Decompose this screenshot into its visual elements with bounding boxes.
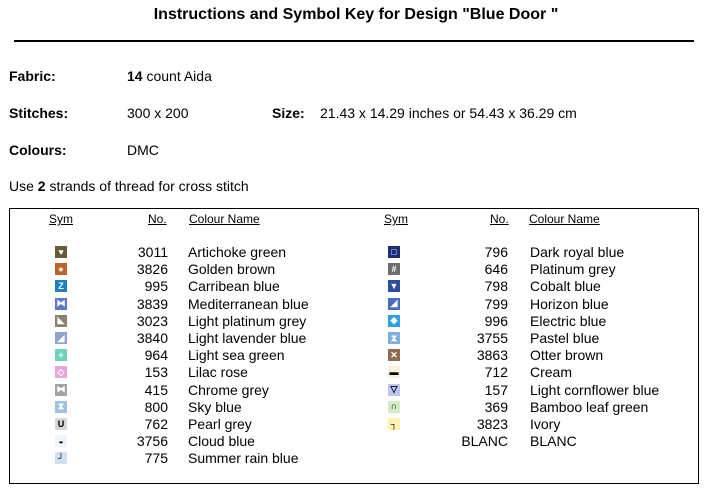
circle-icon: ●	[55, 263, 67, 275]
strands-note	[9, 178, 249, 194]
colour-name: Cobalt blue	[530, 278, 601, 295]
hash-icon: #	[388, 263, 400, 275]
fabric-type: count Aida	[146, 68, 212, 84]
table-row	[10, 450, 698, 467]
table-row	[10, 261, 698, 278]
table-row	[10, 330, 698, 347]
colour-name: Cloud blue	[188, 433, 255, 450]
stitches-value: 300 x 200	[127, 105, 189, 121]
heart-icon: ♥	[55, 246, 67, 258]
colour-number: 3823	[476, 416, 508, 432]
colour-name: Carribean blue	[188, 278, 280, 295]
triangle-icon: ◢	[55, 332, 67, 344]
hourglass-icon: ⧗	[388, 332, 400, 344]
colour-number: 157	[484, 381, 508, 398]
note-strands: 2	[37, 178, 46, 194]
colour-name: Light cornflower blue	[530, 381, 660, 398]
arch-icon: ∩	[388, 401, 400, 413]
colour-number: 153	[144, 364, 168, 381]
table-row	[10, 364, 698, 381]
table-row	[10, 347, 698, 364]
half-circle-icon: ◒	[55, 435, 67, 447]
corner-icon: ┘	[55, 452, 67, 464]
colour-name: Cream	[530, 364, 573, 381]
page-title: Instructions and Symbol Key for Design "Blue Door "	[153, 6, 559, 23]
colour-name: Electric blue	[530, 312, 607, 329]
colour-name: Platinum grey	[530, 261, 616, 278]
colour-number: 964	[144, 347, 168, 364]
no-header-right: No.	[490, 212, 509, 226]
colour-name: Artichoke green	[188, 244, 287, 260]
colour-name: Mediterranean blue	[188, 295, 309, 312]
colour-number: 3826	[136, 261, 168, 278]
u-icon: U	[55, 418, 67, 430]
colour-number: 369	[484, 398, 508, 415]
colour-number: 799	[484, 295, 508, 312]
colour-name: Light platinum grey	[188, 312, 307, 329]
colour-number: 3863	[476, 347, 508, 364]
colour-name: Dark royal blue	[530, 244, 625, 260]
colour-number: 796	[484, 244, 508, 260]
colour-name: Otter brown	[530, 347, 604, 364]
colour-name: Sky blue	[188, 398, 242, 415]
colour-number: 3755	[476, 330, 508, 346]
colour-name: Golden brown	[188, 261, 276, 278]
colour-name: Ivory	[530, 416, 561, 432]
plus-icon: +	[55, 349, 67, 361]
fabric-value	[127, 68, 212, 84]
bowtie-icon: ⧓	[56, 298, 66, 309]
note-post: strands of thread for cross stitch	[45, 178, 249, 194]
fabric-label: Fabric:	[9, 68, 56, 84]
hourglass-icon: ⧗	[55, 401, 67, 413]
triangle-down-icon: ▽	[388, 384, 400, 396]
note-pre: Use	[9, 178, 38, 194]
colour-name: Summer rain blue	[188, 450, 299, 467]
colour-name: Pearl grey	[188, 416, 252, 432]
colour-name: Pastel blue	[530, 330, 600, 346]
colour-name: Lilac rose	[188, 364, 248, 381]
colour-number: 996	[484, 312, 508, 329]
bowtie-icon: ⧓	[56, 384, 66, 395]
table-row	[10, 416, 698, 433]
table-row	[10, 278, 698, 295]
diamond-icon: ◆	[388, 315, 400, 327]
sym-header-left: Sym	[49, 212, 73, 226]
colour-number: 3023	[136, 312, 168, 329]
colour-number: 3840	[136, 330, 168, 346]
fabric-count: 14	[127, 68, 143, 84]
colour-number: 762	[144, 416, 168, 432]
table-row	[10, 433, 698, 450]
colour-name: Light sea green	[188, 347, 285, 364]
table-row	[10, 296, 698, 313]
table-row	[10, 382, 698, 399]
bar-icon: ▬	[389, 366, 399, 377]
triangle-down-icon: ▼	[389, 280, 399, 291]
name-header-right: Colour Name	[529, 212, 600, 226]
colour-number: 798	[484, 278, 508, 295]
colours-label: Colours:	[9, 142, 67, 158]
no-header-left: No.	[148, 212, 167, 226]
triangle-icon: ◣	[55, 315, 67, 327]
colour-name: Bamboo leaf green	[530, 398, 649, 415]
symbol-key-table	[9, 208, 699, 484]
corner-icon: ┐	[388, 418, 400, 430]
sym-header-right: Sym	[384, 212, 408, 226]
colour-number: 3011	[137, 244, 168, 260]
colour-name: Horizon blue	[530, 295, 609, 312]
size-value: 21.43 x 14.29 inches or 54.43 x 36.29 cm	[320, 105, 577, 121]
colour-number: 415	[144, 381, 168, 398]
colour-name: Light lavender blue	[188, 330, 307, 346]
table-row	[10, 244, 698, 261]
name-header-left: Colour Name	[189, 212, 260, 226]
colour-number: 3756	[136, 433, 168, 450]
table-row	[10, 399, 698, 416]
x-icon: ✕	[388, 349, 400, 361]
stitches-label: Stitches:	[9, 105, 69, 121]
colour-number: 800	[144, 398, 168, 415]
colour-number: 995	[144, 278, 168, 295]
colour-number: 775	[144, 450, 168, 467]
colours-value: DMC	[127, 142, 159, 158]
z-icon: Z	[55, 280, 67, 292]
colour-number: 3839	[136, 295, 168, 312]
blank-icon	[388, 435, 400, 447]
size-label: Size:	[272, 105, 305, 121]
colour-number: BLANC	[461, 433, 508, 450]
square-icon: □	[388, 246, 400, 258]
colour-name: BLANC	[530, 433, 577, 450]
title-divider	[14, 40, 694, 42]
diamond-icon: ◇	[55, 366, 67, 378]
table-row	[10, 313, 698, 330]
colour-number: 712	[484, 364, 508, 381]
colour-number: 646	[484, 261, 508, 278]
triangle-icon: ◢	[388, 298, 400, 310]
colour-name: Chrome grey	[188, 381, 269, 398]
